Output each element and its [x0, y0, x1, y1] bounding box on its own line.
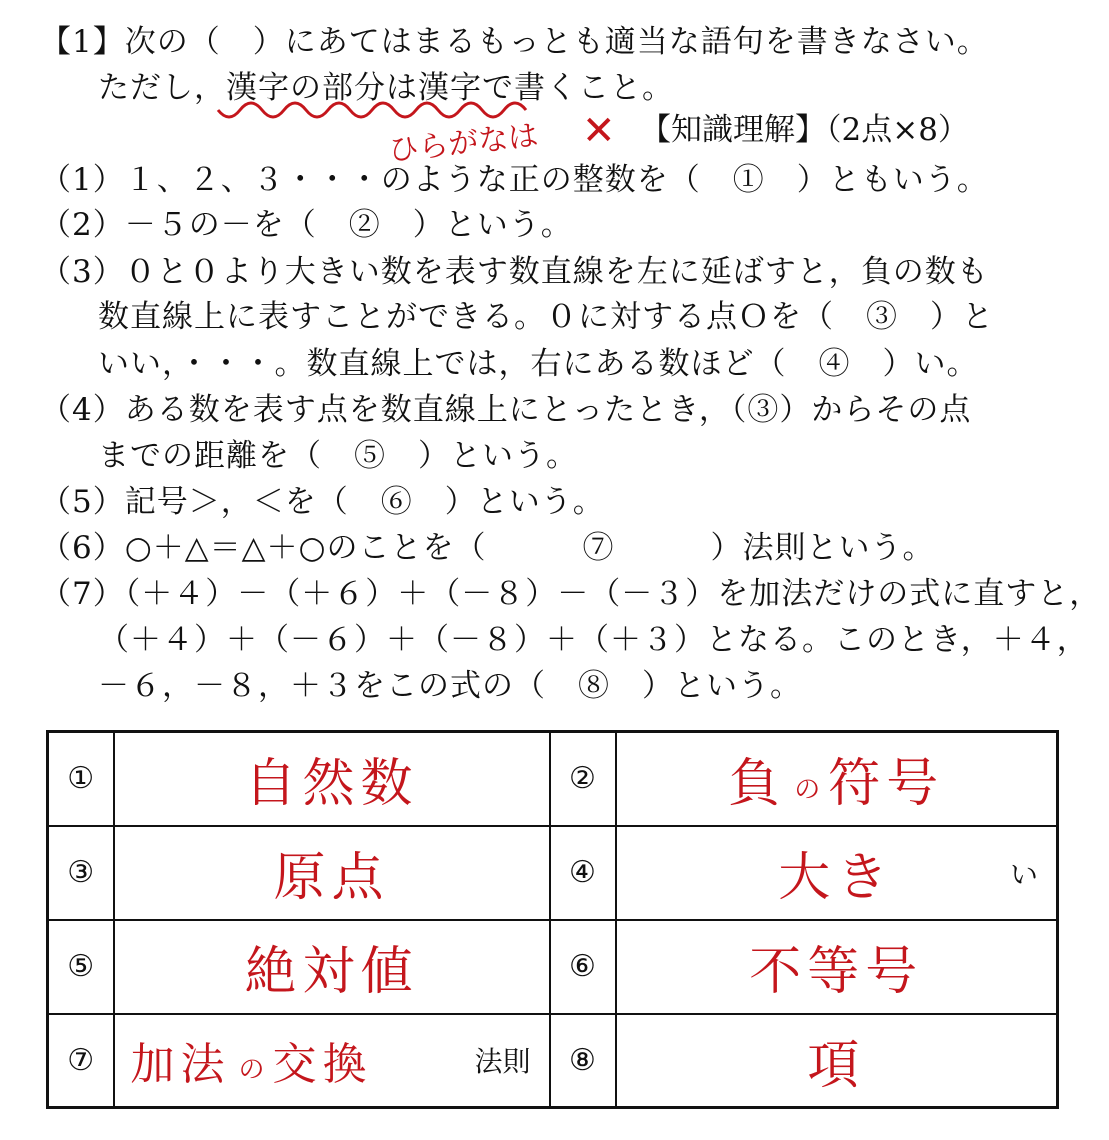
question-3-line-1: （3）０と０より大きい数を表す数直線を左に延ばすと，負の数も: [40, 254, 989, 290]
answer-number-8: ⑧: [550, 1014, 616, 1108]
answer-cell-1[interactable]: [114, 732, 550, 826]
answer-text-7-particle: の: [238, 1054, 265, 1085]
answer-text-2a: 負: [728, 754, 787, 815]
question-7-line-1: （7）（＋４）－（＋６）＋（－８）－（－３）を加法だけの式に直すと，: [40, 576, 1102, 612]
question-5: （5）記号＞，＜を（ ⑥ ）という。: [40, 484, 605, 520]
question-6: （6）○＋△＝△＋○のことを（ ⑦ ）法則という。: [40, 530, 935, 566]
answer-number-5: ⑤: [48, 920, 114, 1014]
answer-cell-7[interactable]: [114, 1014, 550, 1108]
instruction-line-2: ただし，漢字の部分は漢字で書くこと。: [98, 70, 674, 106]
answer-text-1: 自然数: [244, 754, 419, 815]
answer-number-4: ④: [550, 826, 616, 920]
answer-number-7: ⑦: [48, 1014, 114, 1108]
answer-text-5: 絶対値: [244, 942, 419, 1002]
answer-suffix-7: 法則: [474, 1045, 531, 1079]
section-meta: 【知識理解】（2点×8）: [640, 112, 969, 148]
answer-cell-3[interactable]: [114, 826, 550, 920]
question-4-line-1: （4）ある数を表す点を数直線上にとったとき，（③）からその点: [40, 392, 972, 428]
answer-text-7b: 交換: [272, 1039, 373, 1091]
answer-number-2: ②: [550, 732, 616, 826]
answer-text-2b: 符号: [828, 754, 945, 815]
answer-number-1: ①: [48, 732, 114, 826]
answer-text-8: 項: [807, 1035, 866, 1096]
question-3-line-3: いい，・・・。数直線上では，右にある数ほど（ ④ ）い。: [98, 346, 979, 382]
cross-mark-icon: ✕: [582, 108, 616, 154]
answer-suffix-4: い: [1009, 857, 1038, 891]
instruction-line-1: 【1】次の（ ）にあてはまるもっとも適当な語句を書きなさい。: [40, 24, 989, 60]
question-7-line-2: （＋４）＋（－６）＋（－８）＋（＋３）となる。このとき，＋４，: [98, 622, 1089, 658]
answer-text-2-particle: の: [794, 774, 821, 805]
answer-number-6: ⑥: [550, 920, 616, 1014]
answer-cell-6[interactable]: [616, 920, 1058, 1014]
answer-text-3: 原点: [273, 848, 390, 908]
answer-text-7a: 加法: [130, 1039, 231, 1091]
answer-cell-4[interactable]: [616, 826, 1058, 920]
answer-cell-2[interactable]: [616, 732, 1058, 826]
question-1: （1）１、２、３・・・のような正の整数を（ ① ）ともいう。: [40, 162, 989, 198]
question-4-line-2: までの距離を（ ⑤ ）という。: [98, 438, 578, 474]
question-3-line-2: 数直線上に表すことができる。０に対する点Ｏを（ ③ ）と: [98, 299, 994, 335]
hiragana-note: ひらがなは: [386, 118, 540, 169]
answer-table: [46, 730, 1059, 1109]
question-7-line-3: －６，－８，＋３をこの式の（ ⑧ ）という。: [98, 668, 802, 704]
answer-cell-8[interactable]: [616, 1014, 1058, 1108]
answer-text-6: 不等号: [749, 942, 924, 1002]
answer-number-3: ③: [48, 826, 114, 920]
answer-text-4: 大き: [778, 848, 895, 908]
answer-cell-5[interactable]: [114, 920, 550, 1014]
question-2: （2）－５の－を（ ② ）という。: [40, 207, 573, 243]
